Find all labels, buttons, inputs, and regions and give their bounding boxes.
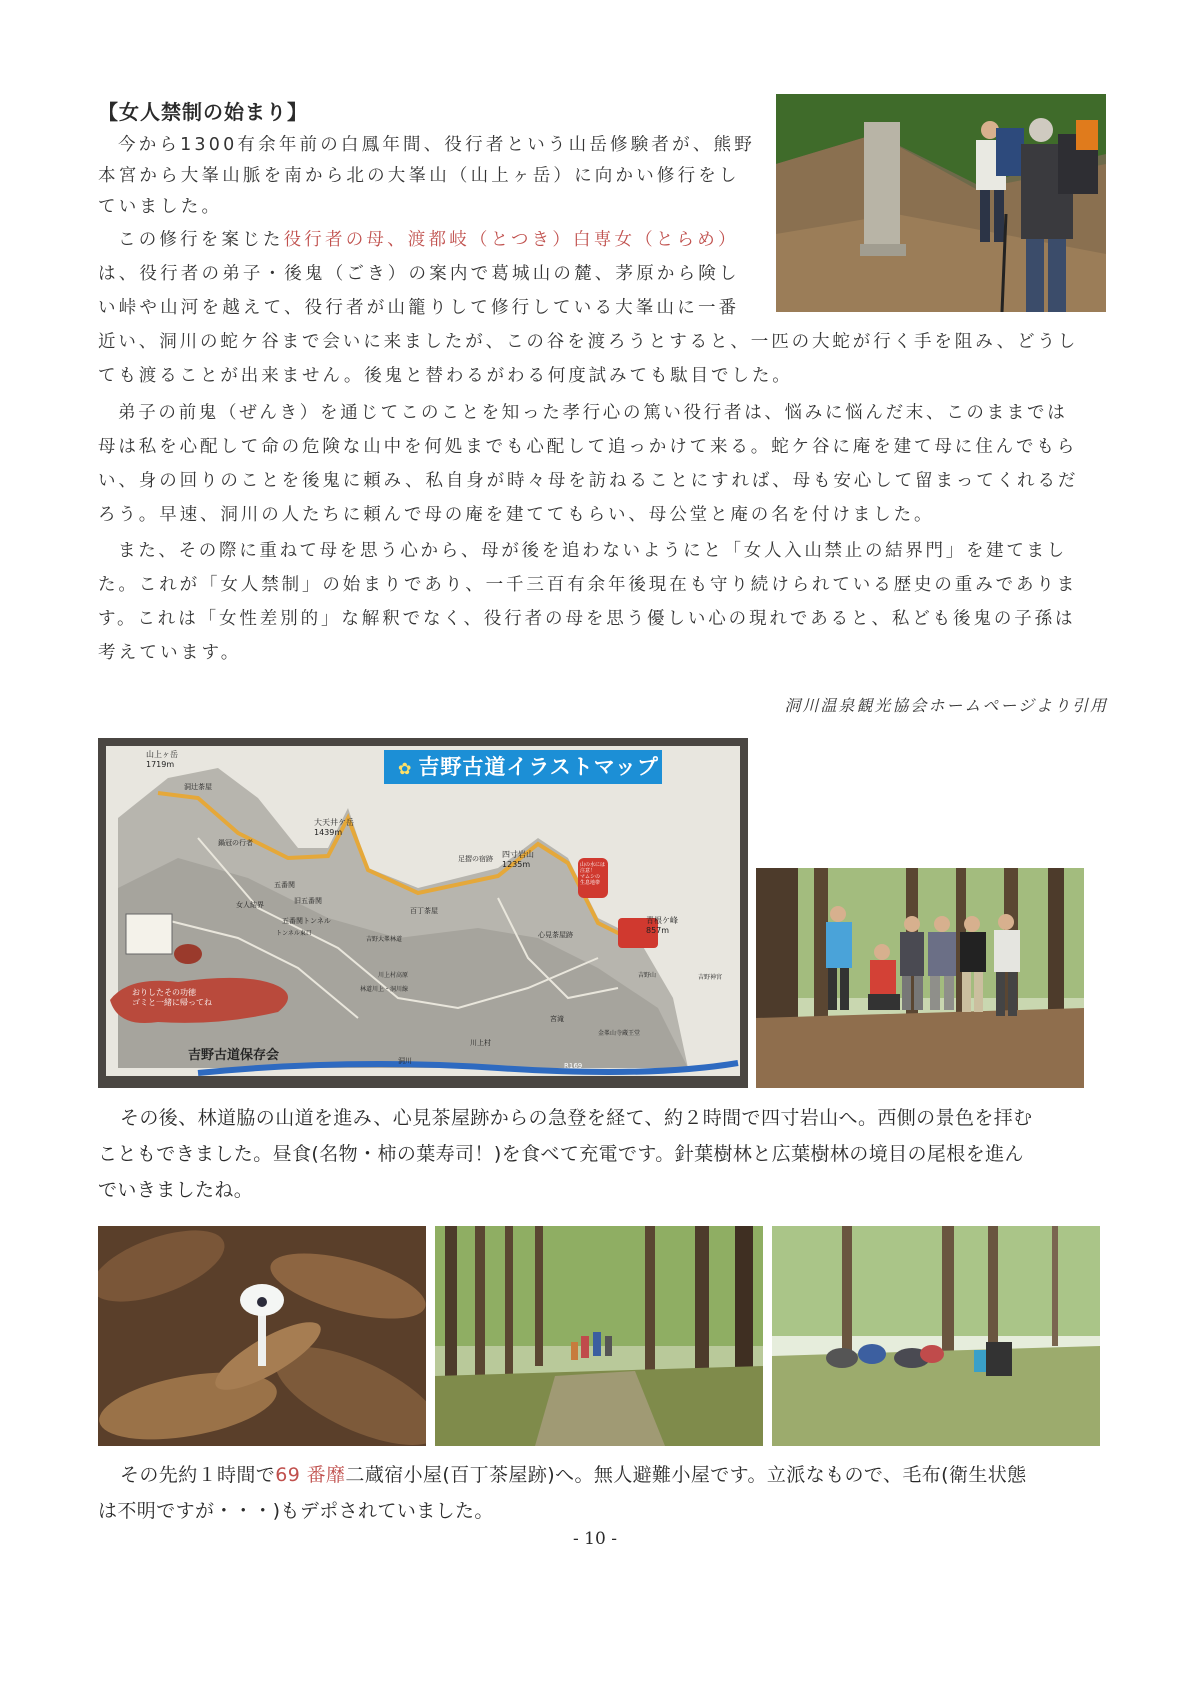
photo-group-in-forest (756, 868, 1084, 1088)
map-peak-label (646, 916, 678, 936)
map-place-label: 吉野大峯林道 (366, 936, 403, 943)
map-place-label: 吉野山 (638, 972, 657, 979)
map-place-label: 女人結界 (236, 901, 264, 909)
peak-name: 四寸岩山 (502, 850, 534, 859)
peak-elevation: 857m (646, 926, 670, 935)
map-place-label: 足摺の宿跡 (458, 855, 493, 863)
map-place-label: 川上村高原 (378, 972, 409, 979)
map-place-label: 旧五番関 (294, 897, 322, 905)
highlight-text: 69 番靡 (275, 1464, 346, 1486)
map-peak-label (146, 750, 178, 770)
map-peak-label (314, 818, 354, 838)
map-place-label: 金峯山寺蔵王堂 (598, 1030, 641, 1037)
paragraph-line: は、役行者の弟子・後鬼（ごき）の案内で葛城山の麓、茅原から険し (98, 264, 740, 284)
map-place-label: R169 (564, 1062, 583, 1070)
map-place-label: 洞川 (398, 1057, 412, 1065)
map-place-label: 林道川上・洞川線 (360, 986, 409, 993)
paragraph-line: 弟子の前鬼（ぜんき）を通じてこのことを知った孝行心の篤い役行者は、悩みに悩んだ末、このままでは (118, 403, 1068, 423)
paragraph-line: 今から1300有余年前の白鳳年間、役行者という山岳修験者が、熊野 (118, 135, 755, 155)
body-line: こともできました。昼食(名物・柿の葉寿司！)を食べて充電です。針葉樹林と広葉樹林の境目の尾根を進ん (98, 1143, 1024, 1165)
map-title: 吉野古道イラストマップ (418, 755, 659, 779)
map-place-label: 心見茶屋跡 (538, 931, 573, 939)
map-place-label: 五番関トンネル (282, 917, 331, 925)
page-number: - 10 - (573, 1529, 617, 1549)
text-run: 二蔵宿小屋(百丁茶屋跡)へ。無人避難小屋です。立派なもので、毛布(衛生状態 (345, 1464, 1027, 1486)
body-line: その後、林道脇の山道を進み、心見茶屋跡からの急登を経て、約２時間で四寸岩山へ。西側の景色を拝む (120, 1107, 1033, 1129)
peak-name: 山上ヶ岳 (146, 750, 178, 759)
paragraph-line: また、その際に重ねて母を思う心から、母が後を追わないようにと「女人入山禁止の結界門」を建てまし (118, 541, 1067, 561)
map-peak-label (502, 850, 534, 870)
section-heading: 【女人禁制の始まり】 (98, 100, 308, 124)
paragraph-line: ていました。 (98, 197, 223, 217)
peak-elevation: 1439m (314, 828, 343, 837)
map-place-label: 五番関 (274, 881, 295, 889)
map-sign-note: おりしたその功徳 ゴミと一緒に帰ってね (132, 988, 212, 1007)
citation: 洞川温泉観光協会ホームページより引用 (784, 696, 1108, 715)
map-place-label: 吉野神宮 (698, 974, 723, 981)
map-place-label: 洞辻茶屋 (184, 783, 212, 791)
map-place-label: 宮滝 (550, 1015, 564, 1023)
map-sign-red: 山の水には 注意！ マムシの 生息地帯 (580, 862, 606, 886)
paragraph-line: ても渡ることが出来ません。後鬼と替わるがわる何度試みても駄目でした。 (98, 366, 793, 386)
paragraph-line (98, 226, 739, 251)
map-footer: 吉野古道保存会 (188, 1048, 280, 1063)
paragraph-line: い峠や山河を越えて、役行者が山籠りして修行している大峯山に一番 (98, 298, 740, 318)
paragraph-line: ろう。早速、洞川の人たちに頼んで母の庵を建ててもらい、母公堂と庵の名を付けました。 (98, 505, 935, 525)
map-place-label: 川上村 (470, 1039, 491, 1047)
text-run: この修行を案じた (118, 230, 284, 250)
map-place-label: 鍋冠の行者 (218, 839, 253, 847)
body-line: でいきましたね。 (98, 1179, 254, 1201)
paragraph-line: た。これが「女人禁制」の始まりであり、一千三百有余年後現在も守り続けられている歴史の重みでありま (98, 575, 1078, 595)
paragraph-line: 考えています。 (98, 643, 242, 663)
photo-hikers-stone-marker (776, 94, 1106, 312)
photo-white-flower (98, 1226, 426, 1446)
photo-yoshino-trail-map (98, 738, 748, 1088)
paragraph-line: 近い、洞川の蛇ケ谷まで会いに来ましたが、この谷を渡ろうとすると、一匹の大蛇が行く手を阻み、どうし (98, 332, 1079, 352)
peak-name: 大天井ケ岳 (314, 818, 354, 827)
highlight-text: 役行者の母、渡都岐（とつき）白専女（とらめ） (283, 230, 739, 250)
photo-resting-hikers (772, 1226, 1100, 1446)
photo-hikers-forest-path (435, 1226, 763, 1446)
paragraph-line: い、身の回りのことを後鬼に頼み、私自身が時々母を訪ねることにすれば、母も安心して留まってくれるだ (98, 471, 1079, 491)
body-line (98, 1460, 1027, 1487)
peak-name: 青根ケ峰 (646, 916, 678, 925)
paragraph-line: 本宮から大峯山脈を南から北の大峯山（山上ヶ岳）に向かい修行をし (98, 166, 740, 186)
paragraph-line: 母は私を心配して命の危険な山中を何処までも心配して追っかけて来る。蛇ケ谷に庵を建て母に住んでもら (98, 437, 1078, 457)
flower-icon: ✿ (398, 759, 413, 778)
paragraph-line: す。これは「女性差別的」な解釈でなく、役行者の母を思う優しい心の現れであると、私ども後鬼の子孫は (98, 609, 1076, 629)
map-place-label: 百丁茶屋 (410, 907, 438, 915)
peak-elevation: 1235m (502, 860, 531, 869)
map-title-banner (384, 750, 662, 784)
text-run: その先約１時間で (120, 1464, 276, 1486)
map-place-label: トンネル東口 (276, 930, 312, 937)
peak-elevation: 1719m (146, 760, 175, 769)
body-line: は不明ですが・・・)もデポされていました。 (98, 1500, 494, 1522)
